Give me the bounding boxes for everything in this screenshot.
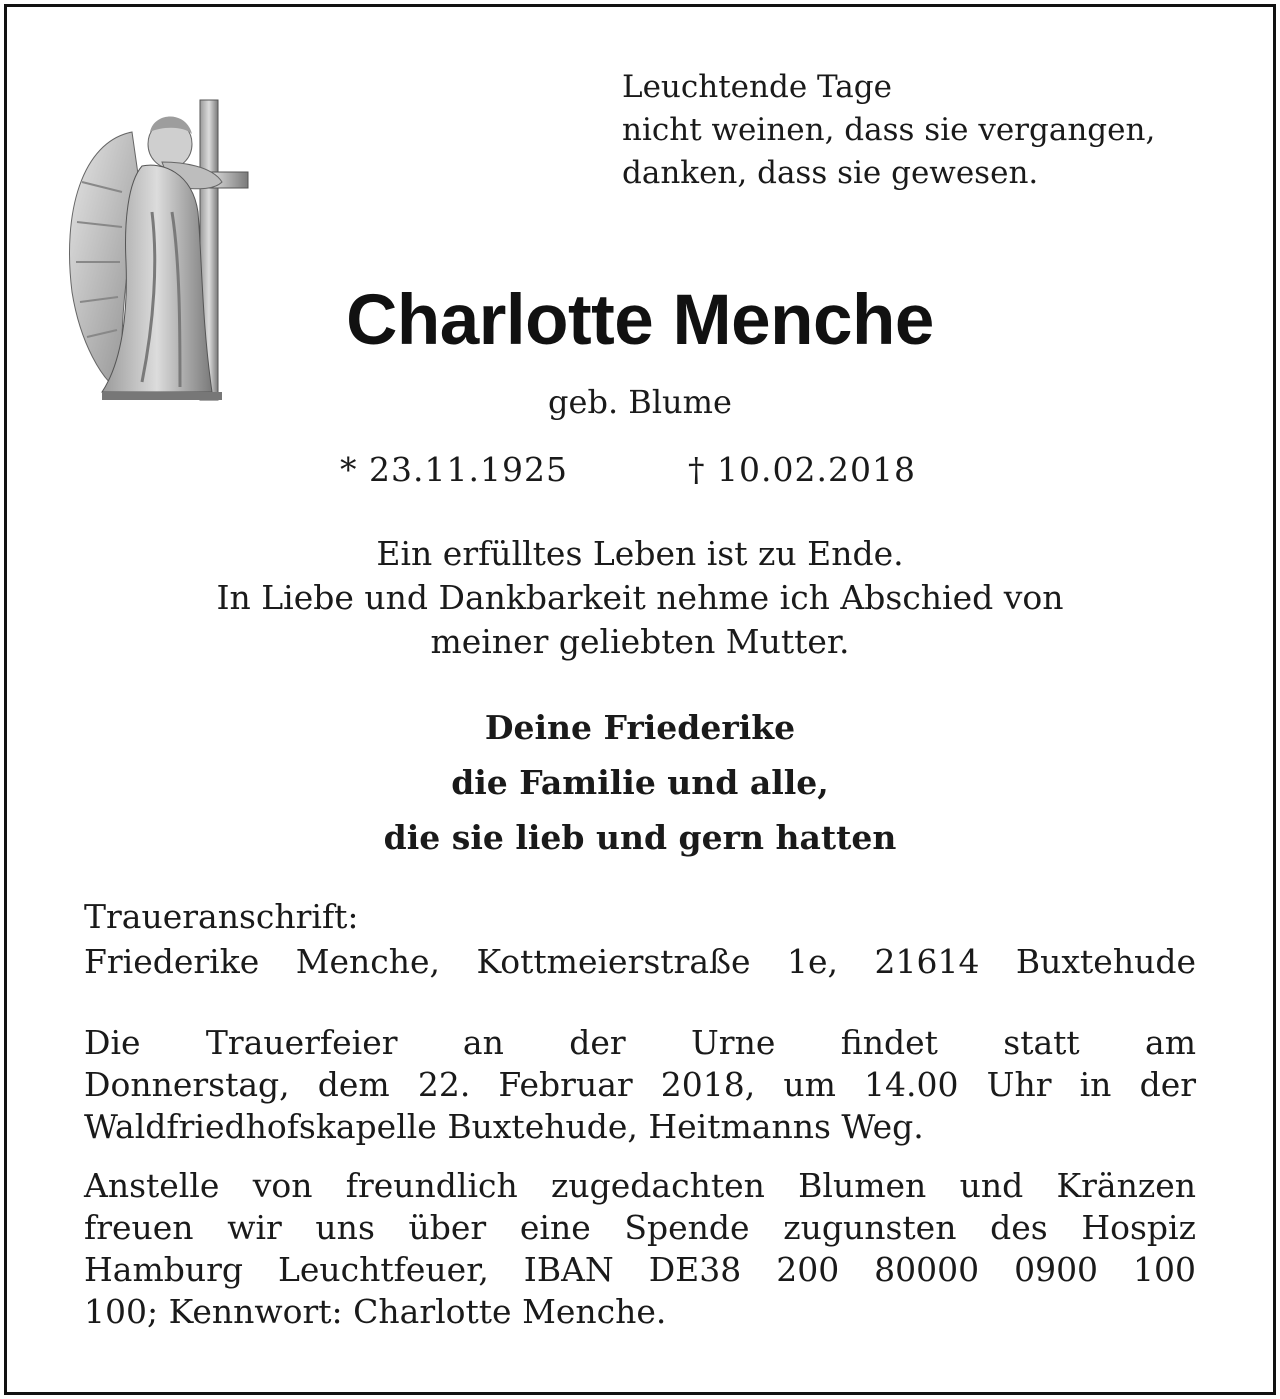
maiden-name: geb. Blume (548, 383, 732, 421)
ceremony-line: Die Trauerfeier an der Urne findet statt am (84, 1023, 1196, 1062)
signer-line: Deine Friederike (484, 708, 796, 747)
address-text: Friederike Menche, Kottmeierstraße 1e, 21614 Buxtehude (84, 942, 1196, 981)
donation-line: Hamburg Leuchtfeuer, IBAN DE38 200 80000 0900 100 (84, 1250, 1196, 1289)
ceremony-notice (84, 1022, 1196, 1148)
deceased-name (0, 280, 1280, 361)
signer-line: die sie lieb und gern hatten (383, 818, 897, 857)
deceased-name-text: Charlotte Menche (346, 281, 934, 360)
ceremony-line: Waldfriedhofskapelle Buxtehude, Heitmanns Weg. (84, 1107, 924, 1146)
poem-line: nicht weinen, dass sie vergangen, (622, 112, 1156, 148)
signers (0, 700, 1280, 865)
poem (622, 66, 1155, 195)
death-date: † 10.02.2018 (688, 450, 916, 489)
signer-line: die Familie und alle, (451, 763, 829, 802)
donation-notice (84, 1165, 1196, 1333)
message-line: In Liebe und Dankbarkeit nehme ich Abschied von (216, 578, 1064, 617)
poem-line: Leuchtende Tage (622, 69, 892, 105)
ceremony-line: Donnerstag, dem 22. Februar 2018, um 14.00 Uhr in der (84, 1065, 1196, 1104)
mourning-address (84, 894, 1196, 984)
message-line: meiner geliebten Mutter. (430, 622, 850, 661)
donation-line: 100; Kennwort: Charlotte Menche. (84, 1292, 667, 1331)
farewell-message (0, 532, 1280, 664)
poem-line: danken, dass sie gewesen. (622, 155, 1039, 191)
donation-line: freuen wir uns über eine Spende zugunsten des Hospiz (84, 1208, 1196, 1247)
donation-line: Anstelle von freundlich zugedachten Blumen und Kränzen (84, 1166, 1196, 1205)
address-label: Traueranschrift: (84, 897, 359, 936)
birth-date: * 23.11.1925 (340, 450, 568, 489)
message-line: Ein erfülltes Leben ist zu Ende. (376, 534, 904, 573)
